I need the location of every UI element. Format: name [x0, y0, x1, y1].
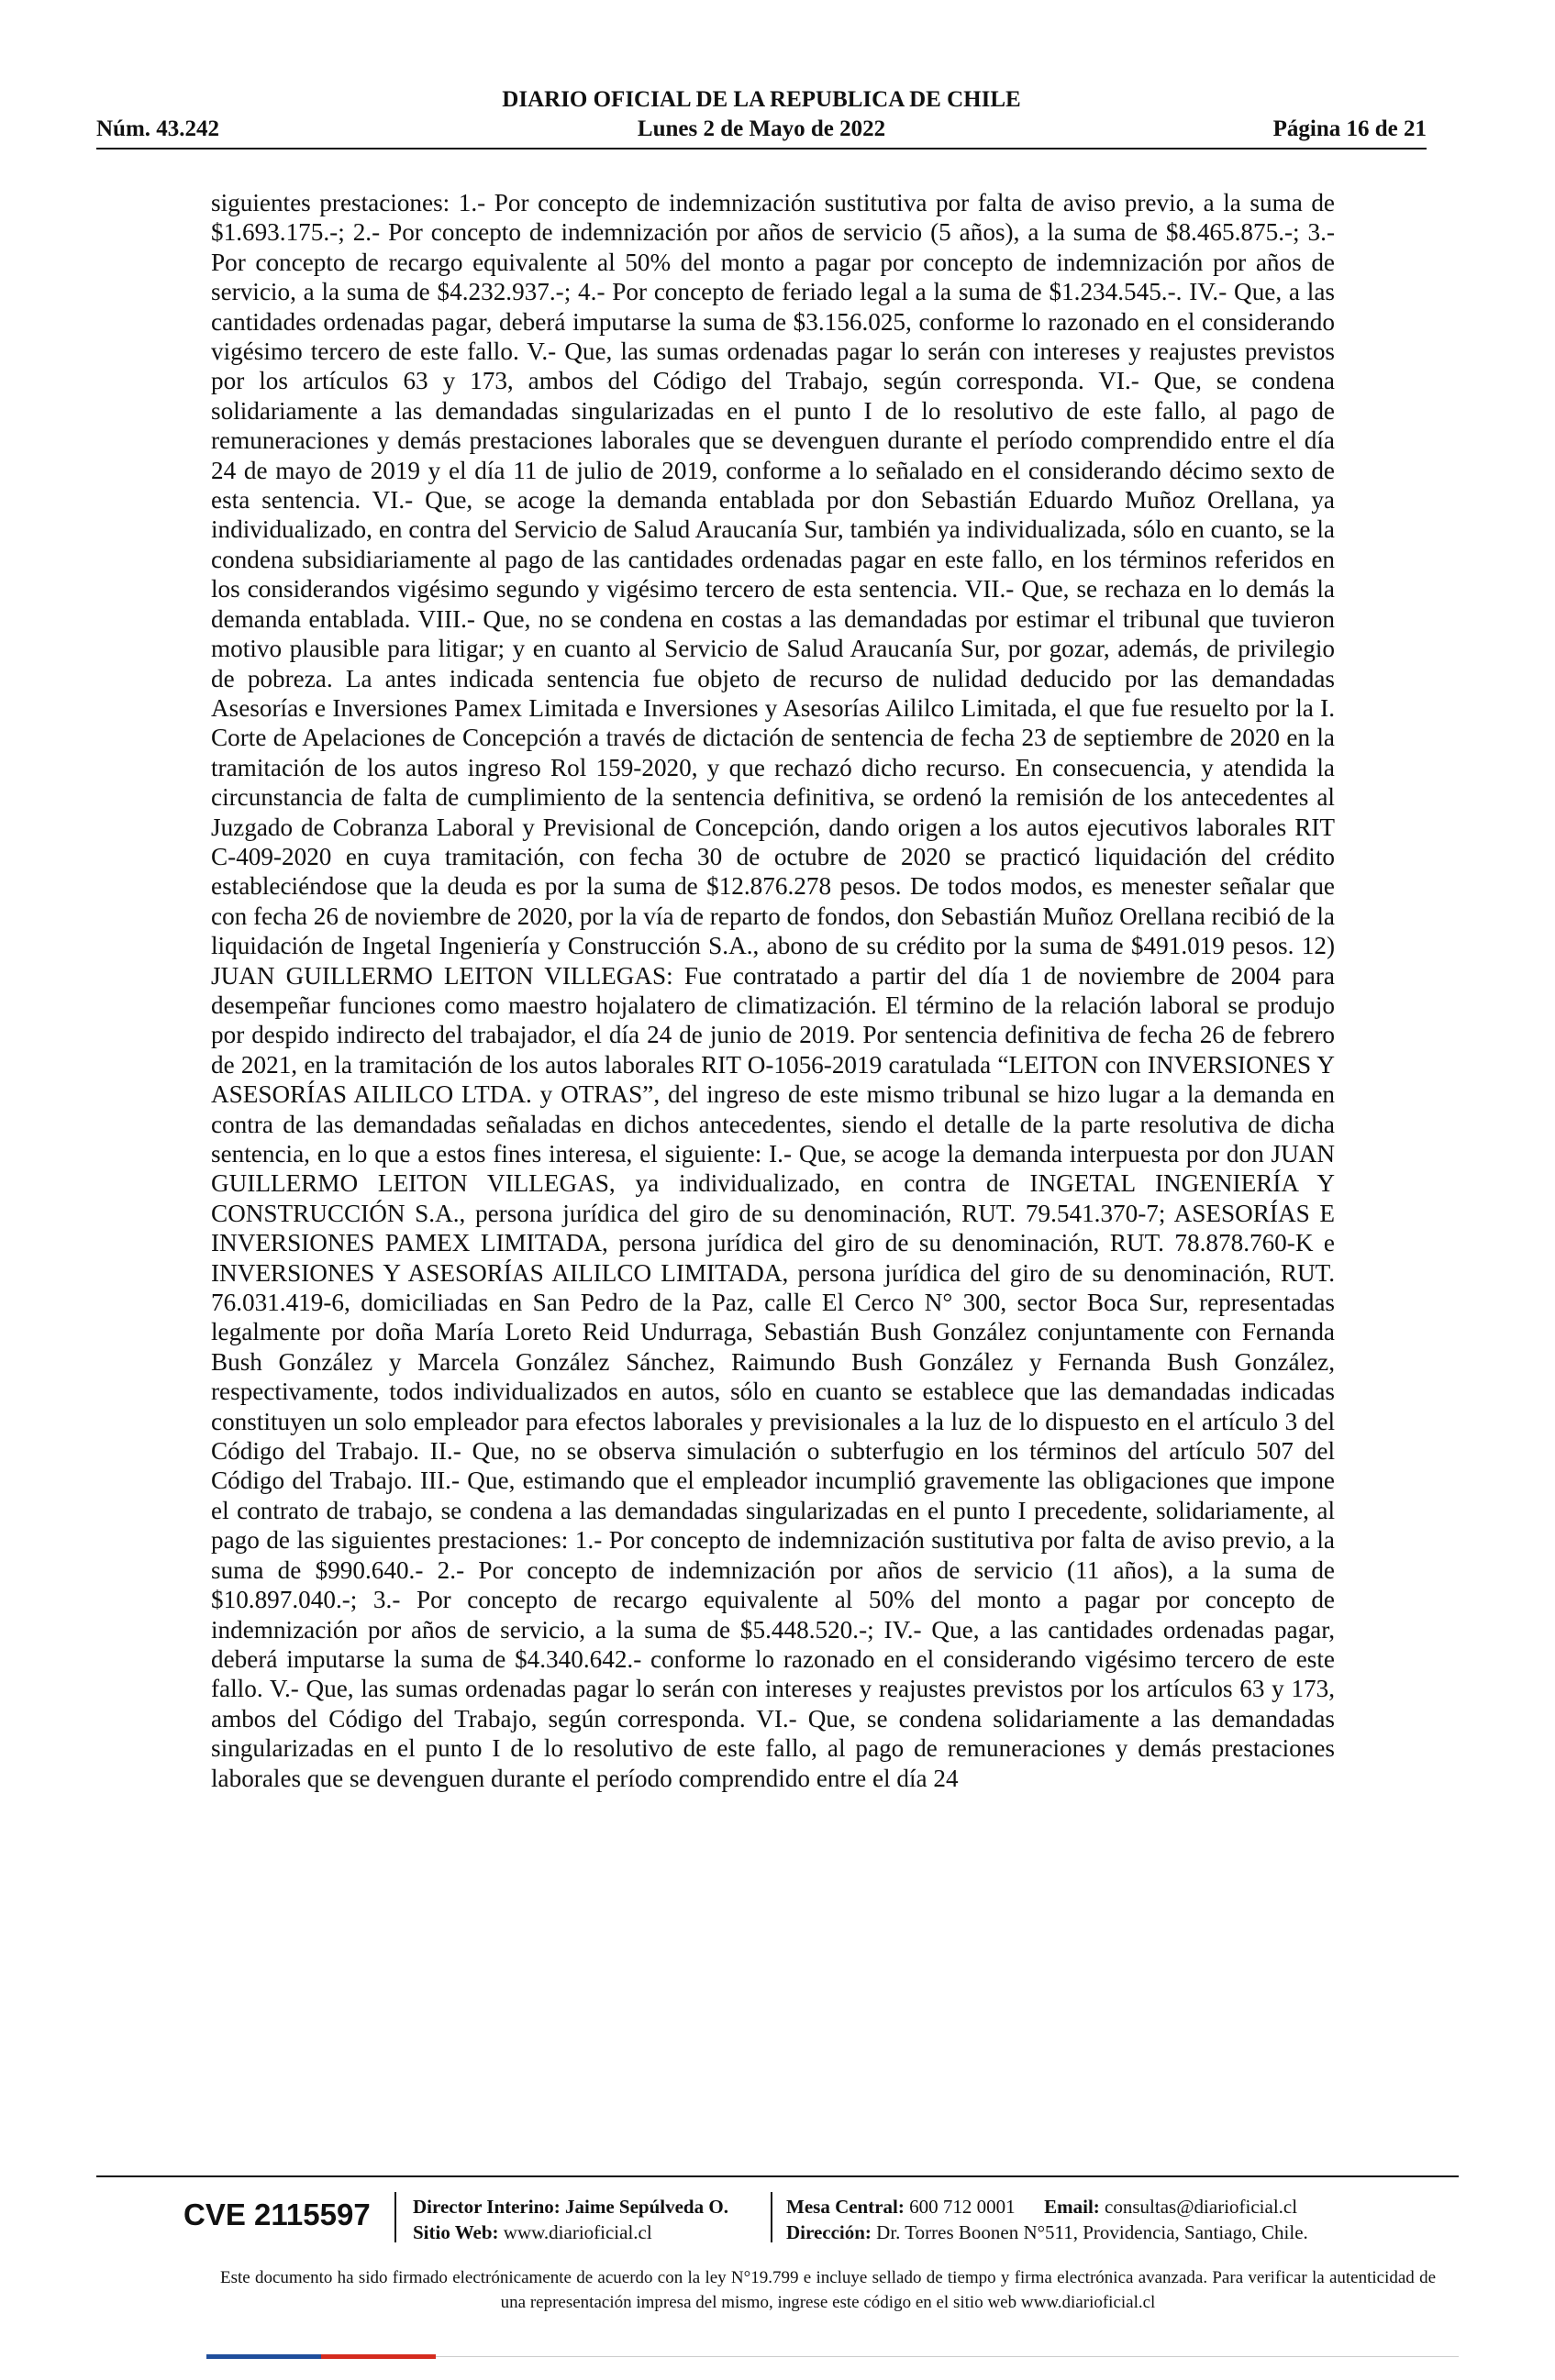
contact-line [786, 2194, 1308, 2219]
website-link[interactable]: www.diarioficial.cl [503, 2221, 652, 2243]
footer-divider [96, 2175, 1459, 2177]
footer-contact-column [786, 2194, 1308, 2245]
footer-separator [771, 2192, 772, 2242]
footer-separator [394, 2192, 396, 2242]
phone-value: 600 712 0001 [909, 2196, 1016, 2218]
flag-blue-stripe [206, 2354, 321, 2359]
director-label: Director Interino: [413, 2196, 561, 2218]
chile-flag-bar [206, 2354, 436, 2359]
footer-director-column [413, 2194, 728, 2245]
header-divider [96, 148, 1427, 149]
address-label: Dirección: [786, 2221, 872, 2243]
publication-title: DIARIO OFICIAL DE LA REPUBLICA DE CHILE [502, 87, 1021, 112]
phone-label: Mesa Central: [786, 2196, 905, 2218]
director-name: Jaime Sepúlveda O. [565, 2196, 728, 2218]
body-paragraph: siguientes prestaciones: 1.- Por concepto de indemnización sustitutiva por falta de aviso previo, a la suma de $1.693.175.-; 2.- Por concepto de indemnización por años de servicio (5 años), a la suma de $8.465.875.-; 3.- Por concepto de recargo equivalente al 50% del monto a pagar por concepto de indemnización por años de servicio, a la suma de $4.232.937.-; 4.- Por concepto de feriado legal a la suma de $1.234.545.-. IV.- Que, a las cantidades ordenadas pagar, deberá imputarse la suma de $3.156.025, conforme lo razonado en el considerando vigésimo tercero de este fallo. V.- Que, las sumas ordenadas pagar lo serán con intereses y reajustes previstos por los artículos 63 y 173, ambos del Código del Trabajo, según corresponda. VI.- Que, se condena solidariamente a las demandadas singularizadas en el punto I de lo resolutivo de este fallo, al pago de remuneraciones y demás prestaciones laborales que se devenguen durante el período comprendido entre el día 24 de mayo de 2019 y el día 11 de julio de 2019, conforme a lo señalado en el considerando décimo sexto de esta sentencia. VI.- Que, se acoge la demanda entablada por don Sebastián Eduardo Muñoz Orellana, ya individualizado, en contra del Servicio de Salud Araucanía Sur, también ya individualizada, sólo en cuanto, se la condena subsidiariamente al pago de las cantidades ordenadas pagar en este fallo, en los términos referidos en los considerandos vigésimo segundo y vigésimo tercero de esta sentencia. VII.- Que, se rechaza en lo demás la demanda entablada. VIII.- Que, no se condena en costas a las demandadas por estimar el tribunal que tuvieron motivo plausible para litigar; y en cuanto al Servicio de Salud Araucanía Sur, por gozar, además, de privilegio de pobreza. La antes indicada sentencia fue objeto de recurso de nulidad deducido por las demandadas Asesorías e Inversiones Pamex Limitada e Inversiones y Asesorías Aililco Limitada, el que fue resuelto por la I. Corte de Apelaciones de Concepción a través de dictación de sentencia de fecha 23 de septiembre de 2020 en la tramitación de los autos ingreso Rol 159-2020, y que rechazó dicho recurso. En consecuencia, y atendida la circunstancia de falta de cumplimiento de la sentencia definitiva, se ordenó la remisión de los antecedentes al Juzgado de Cobranza Laboral y Previsional de Concepción, dando origen a los autos ejecutivos laborales RIT C-409-2020 en cuya tramitación, con fecha 30 de octubre de 2020 se practicó liquidación del crédito estableciéndose que la deuda es por la suma de $12.876.278 pesos. De todos modos, es menester señalar que con fecha 26 de noviembre de 2020, por la vía de reparto de fondos, don Sebastián Muñoz Orellana recibió de la liquidación de Ingetal Ingeniería y Construcción S.A., abono de su crédito por la suma de $491.019 pesos. 12) JUAN GUILLERMO LEITON VILLEGAS: Fue contratado a partir del día 1 de noviembre de 2004 para desempeñar funciones como maestro hojalatero de climatización. El término de la relación laboral se produjo por despido indirecto del trabajador, el día 24 de junio de 2019. Por sentencia definitiva de fecha 26 de febrero de 2021, en la tramitación de los autos laborales RIT O-1056-2019 caratulada “LEITON con INVERSIONES Y ASESORÍAS AILILCO LTDA. y OTRAS”, del ingreso de este mismo tribunal se hizo lugar a la demanda en contra de las demandadas señaladas en dichos antecedentes, siendo el detalle de la parte resolutiva de dicha sentencia, en lo que a estos fines interesa, el siguiente: I.- Que, se acoge la demanda interpuesta por don JUAN GUILLERMO LEITON VILLEGAS, ya individualizado, en contra de INGETAL INGENIERÍA Y CONSTRUCCIÓN S.A., persona jurídica del giro de su denominación, RUT. 79.541.370-7; ASESORÍAS E INVERSIONES PAMEX LIMITADA, persona jurídica del giro de su denominación, RUT. 78.878.760-K e INVERSIONES Y ASESORÍAS AILILCO LIMITADA, persona jurídica del giro de su denominación, RUT. 76.031.419-6, domiciliadas en San Pedro de la Paz, calle El Cerco N° 300, sector Boca Sur, representadas legalmente por doña María Loreto Reid Undurraga, Sebastián Bush González conjuntamente con Fernanda Bush González y Marcela González Sánchez, Raimundo Bush González y Fernanda Bush González, respectivamente, todos individualizados en autos, sólo en cuanto se establece que las demandadas indicadas constituyen un solo empleador para efectos laborales y previsionales a la luz de lo dispuesto en el artículo 3 del Código del Trabajo. II.- Que, no se observa simulación o subterfugio en los términos del artículo 507 del Código del Trabajo. III.- Que, estimando que el empleador incumplió gravemente las obligaciones que impone el contrato de trabajo, se condena a las demandadas singularizadas en el punto I precedente, solidariamente, al pago de las siguientes prestaciones: 1.- Por concepto de indemnización sustitutiva por falta de aviso previo, a la suma de $990.640.- 2.- Por concepto de indemnización por años de servicio (11 años), a la suma de $10.897.040.-; 3.- Por concepto de recargo equivalente al 50% del monto a pagar por concepto de indemnización por años de servicio, a la suma de $5.448.520.-; IV.- Que, a las cantidades ordenadas pagar, deberá imputarse la suma de $4.340.642.- conforme lo razonado en el considerando vigésimo tercero de este fallo. V.- Que, las sumas ordenadas pagar lo serán con intereses y reajustes previstos por los artículos 63 y 173, ambos del Código del Trabajo, según corresponda. VI.- Que, se condena solidariamente a las demandadas singularizadas en el punto I de lo resolutivo de este fallo, al pago de remuneraciones y demás prestaciones laborales que se devenguen durante el período comprendido entre el día 24 [211, 189, 1335, 1792]
header-row [96, 115, 1427, 144]
footer-bottom-rule [436, 2356, 1459, 2357]
email-link[interactable]: consultas@diarioficial.cl [1105, 2196, 1298, 2218]
email-label: Email: [1044, 2196, 1100, 2218]
flag-red-stripe [321, 2354, 436, 2359]
page-number: Página 16 de 21 [1272, 116, 1427, 141]
page-footer [96, 2175, 1459, 2359]
address-value: Dr. Torres Boonen N°511, Providencia, Santiago, Chile. [876, 2221, 1308, 2243]
document-body [211, 188, 1335, 2119]
page-header [96, 86, 1427, 150]
issue-number: Núm. 43.242 [96, 116, 220, 141]
signature-notice: Este documento ha sido firmado electrónicamente de acuerdo con la ley N°19.799 e incluye sellado de tiempo y firma electrónica avanzada. Para verificar la autenticidad de una representación impresa del mismo, ingrese este código en el sitio web www.diarioficial.cl [220, 2268, 1436, 2312]
publication-date: Lunes 2 de Mayo de 2022 [637, 116, 886, 141]
director-line [413, 2194, 728, 2219]
cve-code: CVE 2115597 [183, 2197, 371, 2231]
website-line [413, 2219, 728, 2245]
address-line [786, 2219, 1308, 2245]
website-label: Sitio Web: [413, 2221, 499, 2243]
